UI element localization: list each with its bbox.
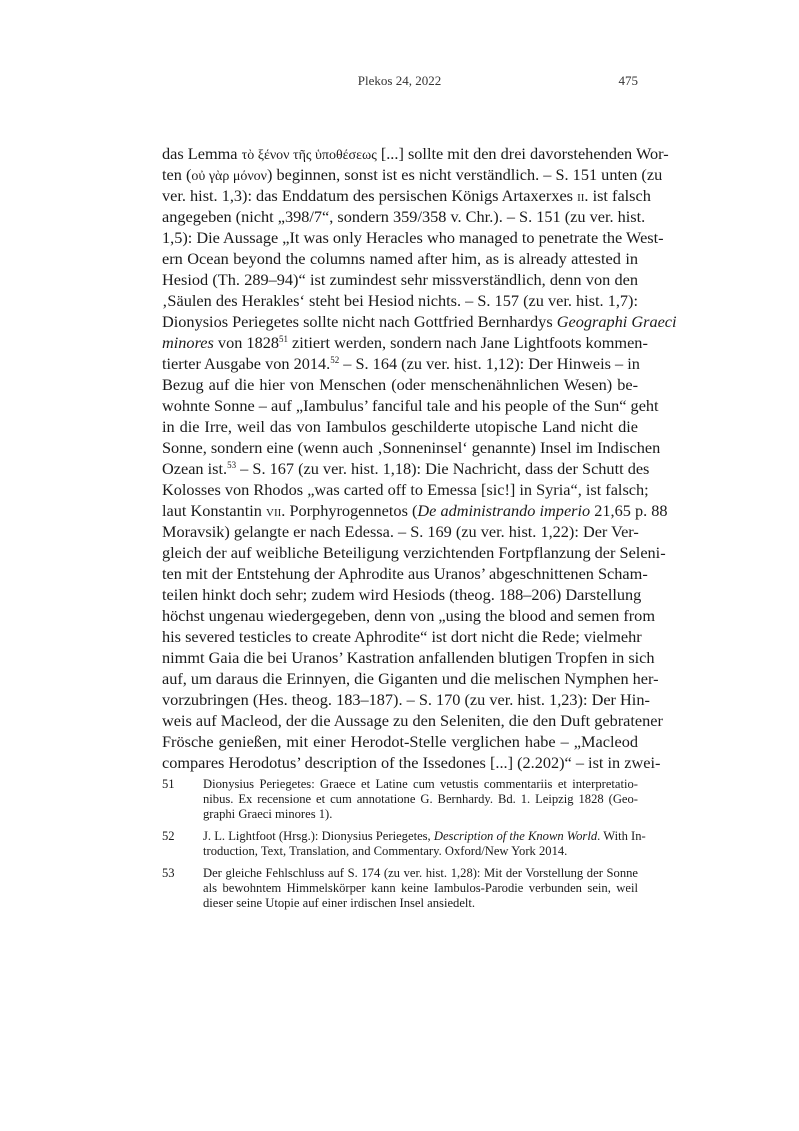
text-run: nibus. Ex recensione et cum annotatione G. Bernhardy. Bd. 1. Leipzig 1828 (Geo- xyxy=(203,792,638,806)
main-text xyxy=(162,143,677,773)
body-line xyxy=(162,353,638,374)
text-run: höchst ungenau wiedergegeben, denn von „using the blood and semen from xyxy=(162,606,655,625)
text-run: Sonne, sondern eine (wenn auch ‚Sonneninsel‘ genannte) Insel im Indischen xyxy=(162,438,661,457)
italic-text: minores xyxy=(162,333,214,352)
text-run: das Lemma xyxy=(162,144,242,163)
body-line xyxy=(162,458,650,479)
footnotes xyxy=(162,777,646,918)
body-line xyxy=(162,143,669,164)
footnote-ref: 52 xyxy=(330,355,340,365)
body-line xyxy=(162,395,659,416)
text-run: – S. 164 (zu ver. hist. 1,12): Der Hinweis – in xyxy=(339,354,640,373)
italic-text: Description of the Known World xyxy=(433,829,598,843)
text-run: – S. 167 (zu ver. hist. 1,18): Die Nachricht, dass der Schutt des xyxy=(236,459,650,478)
body-line xyxy=(162,605,655,626)
body-line xyxy=(162,689,650,710)
text-run: ‚Säulen des Herakles‘ steht bei Hesiod nichts. – S. 157 (zu ver. hist. 1,7): xyxy=(162,291,638,310)
footnote-number: 52 xyxy=(162,829,175,843)
text-run: angegeben (nicht „398/7“, sondern 359/358 v. Chr.). – S. 151 (zu ver. hist. xyxy=(162,207,646,226)
text-run: als bewohntem Himmelskörper kann keine Iambulos-Parodie verbunden sein, weil xyxy=(203,881,638,895)
body-line xyxy=(162,563,648,584)
small-caps-text: ii xyxy=(577,186,585,205)
body-line xyxy=(162,206,646,227)
small-caps-text: vii xyxy=(266,501,282,520)
body-line xyxy=(162,521,638,542)
greek-text: τὸ ξένον τῆς ὑποθέσεως xyxy=(241,148,377,163)
text-run: auf, um daraus die Erinnyen, die Giganten und die melischen Nymphen her- xyxy=(162,669,659,688)
body-line xyxy=(162,668,659,689)
text-run: nimmt Gaia die bei Uranos’ Kastration anfallenden blutigen Tropfen in sich xyxy=(162,648,655,667)
text-run: 1,5): Die Aussage „It was only Heracles who managed to penetrate the West- xyxy=(162,228,664,247)
footnote-line xyxy=(203,866,638,881)
text-run: J. L. Lightfoot (Hrsg.): Dionysius Periegetes, xyxy=(203,829,434,843)
text-run: Dionysios Periegetes sollte nicht nach Gottfried Bernhardys xyxy=(162,312,557,331)
body-line xyxy=(162,290,638,311)
body-line xyxy=(162,332,648,353)
text-run: . Porphyrogennetos ( xyxy=(281,501,418,520)
text-run: graphi Graeci minores 1). xyxy=(203,807,333,821)
text-run: teilen hinkt doch sehr; zudem wird Hesiods (theog. 188–206) Darstellung xyxy=(162,585,642,604)
text-run: his severed testicles to create Aphrodite“ ist dort nicht die Rede; vielmehr xyxy=(162,627,642,646)
text-run: weis auf Macleod, der die Aussage zu den Seleniten, die den Duft gebratener xyxy=(162,711,663,730)
body-line xyxy=(162,500,668,521)
text-run: ten ( xyxy=(162,165,192,184)
footnote-ref: 51 xyxy=(278,334,288,344)
text-run: . With In- xyxy=(597,829,646,843)
body-line xyxy=(162,752,661,773)
body-line xyxy=(162,479,649,500)
greek-text: οὐ γὰρ μόνον xyxy=(191,169,267,184)
body-line xyxy=(162,584,642,605)
footnote-number: 51 xyxy=(162,777,175,791)
italic-text: De administrando imperio xyxy=(417,501,591,520)
text-run: Der gleiche Fehlschluss auf S. 174 (zu ver. hist. 1,28): Mit der Vorstellung der Sonne xyxy=(203,866,638,880)
footnote-52 xyxy=(162,829,646,859)
text-run: von 1828 xyxy=(213,333,279,352)
italic-text: Geographi Graeci xyxy=(556,312,677,331)
body-line xyxy=(162,416,638,437)
text-run: Moravsik) gelangte er nach Edessa. – S. 169 (zu ver. hist. 1,22): Der Ver- xyxy=(162,522,639,541)
body-line xyxy=(162,710,663,731)
text-run: [...] sollte mit den drei davorstehenden Wor- xyxy=(376,144,669,163)
body-line xyxy=(162,269,638,290)
text-run: Hesiod (Th. 289–94)“ ist zumindest sehr missverständlich, denn von den xyxy=(162,270,638,289)
text-run: troduction, Text, Translation, and Commentary. Oxford/New York 2014. xyxy=(203,844,568,858)
text-run: Frösche genießen, mit einer Herodot-Stelle verglichen habe – „Macleod xyxy=(162,732,638,751)
footnote-51 xyxy=(162,777,638,822)
body-line xyxy=(162,626,642,647)
body-line xyxy=(162,248,638,269)
footnote-53 xyxy=(162,866,638,911)
text-run: Bezug auf die hier von Menschen (oder menschenähnlichen Wesen) be- xyxy=(162,375,638,394)
text-run: ern Ocean beyond the columns named after him, as is already attested in xyxy=(162,249,638,268)
text-run: in die Irre, weil das von Iambulos geschilderte utopische Land nicht die xyxy=(162,417,638,436)
footnote-line xyxy=(203,777,638,792)
footnote-number: 53 xyxy=(162,866,175,880)
footnote-line xyxy=(203,881,638,896)
body-line xyxy=(162,374,638,395)
text-run: laut Konstantin xyxy=(162,501,267,520)
footnote-line xyxy=(203,829,646,844)
body-line xyxy=(162,542,666,563)
text-run: gleich der auf weibliche Beteiligung verzichtenden Fortpflanzung der Seleni- xyxy=(162,543,666,562)
body-line xyxy=(162,227,664,248)
body-line xyxy=(162,311,677,332)
text-run: . ist falsch xyxy=(584,186,651,205)
footnote-line xyxy=(203,896,638,911)
body-line xyxy=(162,647,655,668)
text-run: Ozean ist. xyxy=(162,459,228,478)
footnote-line xyxy=(203,792,638,807)
body-line xyxy=(162,731,638,752)
text-run: tierter Ausgabe von 2014. xyxy=(162,354,331,373)
text-run: ) beginnen, sonst ist es nicht verständlich. – S. 151 unten (zu xyxy=(267,165,663,184)
running-header-journal: Plekos 24, 2022 xyxy=(357,73,442,88)
text-run: 21,65 p. 88 xyxy=(590,501,668,520)
body-line xyxy=(162,437,661,458)
footnote-ref: 53 xyxy=(227,460,237,470)
footnote-line xyxy=(203,844,638,859)
text-run: ver. hist. 1,3): das Enddatum des persischen Königs Artaxerxes xyxy=(162,186,578,205)
text-run: Kolosses von Rhodos „was carted off to Emessa [sic!] in Syria“, ist falsch; xyxy=(162,480,649,499)
text-run: compares Herodotus’ description of the Issedones [...] (2.202)“ – ist in zwei- xyxy=(162,753,661,772)
body-line xyxy=(162,164,663,185)
footnote-line xyxy=(203,807,638,822)
text-run: zitiert werden, sondern nach Jane Lightfoots kommen- xyxy=(287,333,648,352)
text-run: ten mit der Entstehung der Aphrodite aus Uranos’ abgeschnittenen Scham- xyxy=(162,564,648,583)
text-run: wohnte Sonne – auf „Iambulus’ fanciful tale and his people of the Sun“ geht xyxy=(162,396,659,415)
page-number: 475 xyxy=(618,73,638,88)
body-line xyxy=(162,185,651,206)
text-run: dieser seine Utopie auf einer irdischen Insel ansiedelt. xyxy=(203,896,476,910)
text-run: vorzubringen (Hes. theog. 183–187). – S. 170 (zu ver. hist. 1,23): Der Hin- xyxy=(162,690,650,709)
text-run: Dionysius Periegetes: Graece et Latine cum vetustis commentariis et interpretatio- xyxy=(203,777,638,791)
